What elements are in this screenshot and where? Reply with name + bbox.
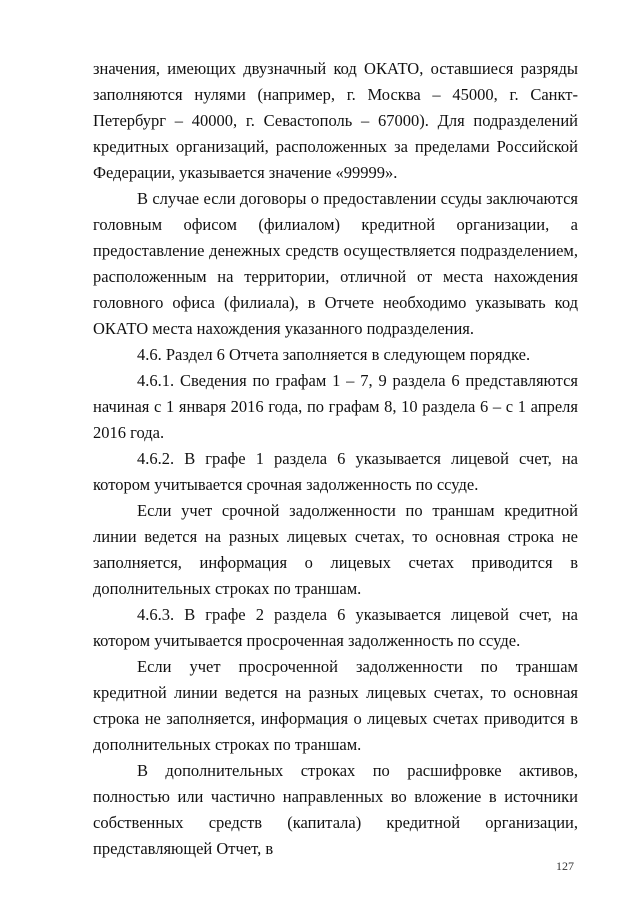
paragraph-overdue-debt-tranches: Если учет просроченной задолженности по траншам кредитной линии ведется на разных лицевых счетах, то основная строка не заполняется, информация о лицевых счетах приводится в дополнительных строках по траншам. xyxy=(93,657,578,754)
paragraph-4-6-2: 4.6.2. В графе 1 раздела 6 указывается лицевой счет, на котором учитывается срочная задолженность по ссуде. xyxy=(93,449,578,494)
body-text xyxy=(93,56,578,862)
paragraph-okato-zero-fill: значения, имеющих двузначный код ОКАТО, оставшиеся разряды заполняются нулями (например, г. Москва – 45000, г. Санкт-Петербург – 40000, г. Севастополь – 67000). Для подразделений кредитных организаций, расположенных за пределами Российской Федерации, указывается значение «99999». xyxy=(93,59,578,182)
paragraph-4-6-heading: 4.6. Раздел 6 Отчета заполняется в следующем порядке. xyxy=(137,345,531,364)
paragraph-4-6-1: 4.6.1. Сведения по графам 1 – 7, 9 раздела 6 представляются начиная с 1 января 2016 года, по графам 8, 10 раздела 6 – с 1 апреля 2016 года. xyxy=(93,371,578,442)
paragraph-4-6-3: 4.6.3. В графе 2 раздела 6 указывается лицевой счет, на котором учитывается просроченная задолженность по ссуде. xyxy=(93,605,578,650)
paragraph-loan-agreement-head-office: В случае если договоры о предоставлении ссуды заключаются головным офисом (филиалом) кредитной организации, а предоставление денежных средств осуществляется подразделением, расположенным на территории, отличной от места нахождения головного офиса (филиала), в Отчете необходимо указывать код ОКАТО места нахождения указанного подразделения. xyxy=(93,189,578,338)
paragraph-urgent-debt-tranches: Если учет срочной задолженности по траншам кредитной линии ведется на разных лицевых счетах, то основная строка не заполняется, информация о лицевых счетах приводится в дополнительных строках по траншам. xyxy=(93,501,578,598)
page-number: 127 xyxy=(556,859,574,873)
paragraph-additional-rows-assets: В дополнительных строках по расшифровке активов, полностью или частично направленных во вложение в источники собственных средств (капитала) кредитной организации, представляющей Отчет, в xyxy=(93,761,578,858)
